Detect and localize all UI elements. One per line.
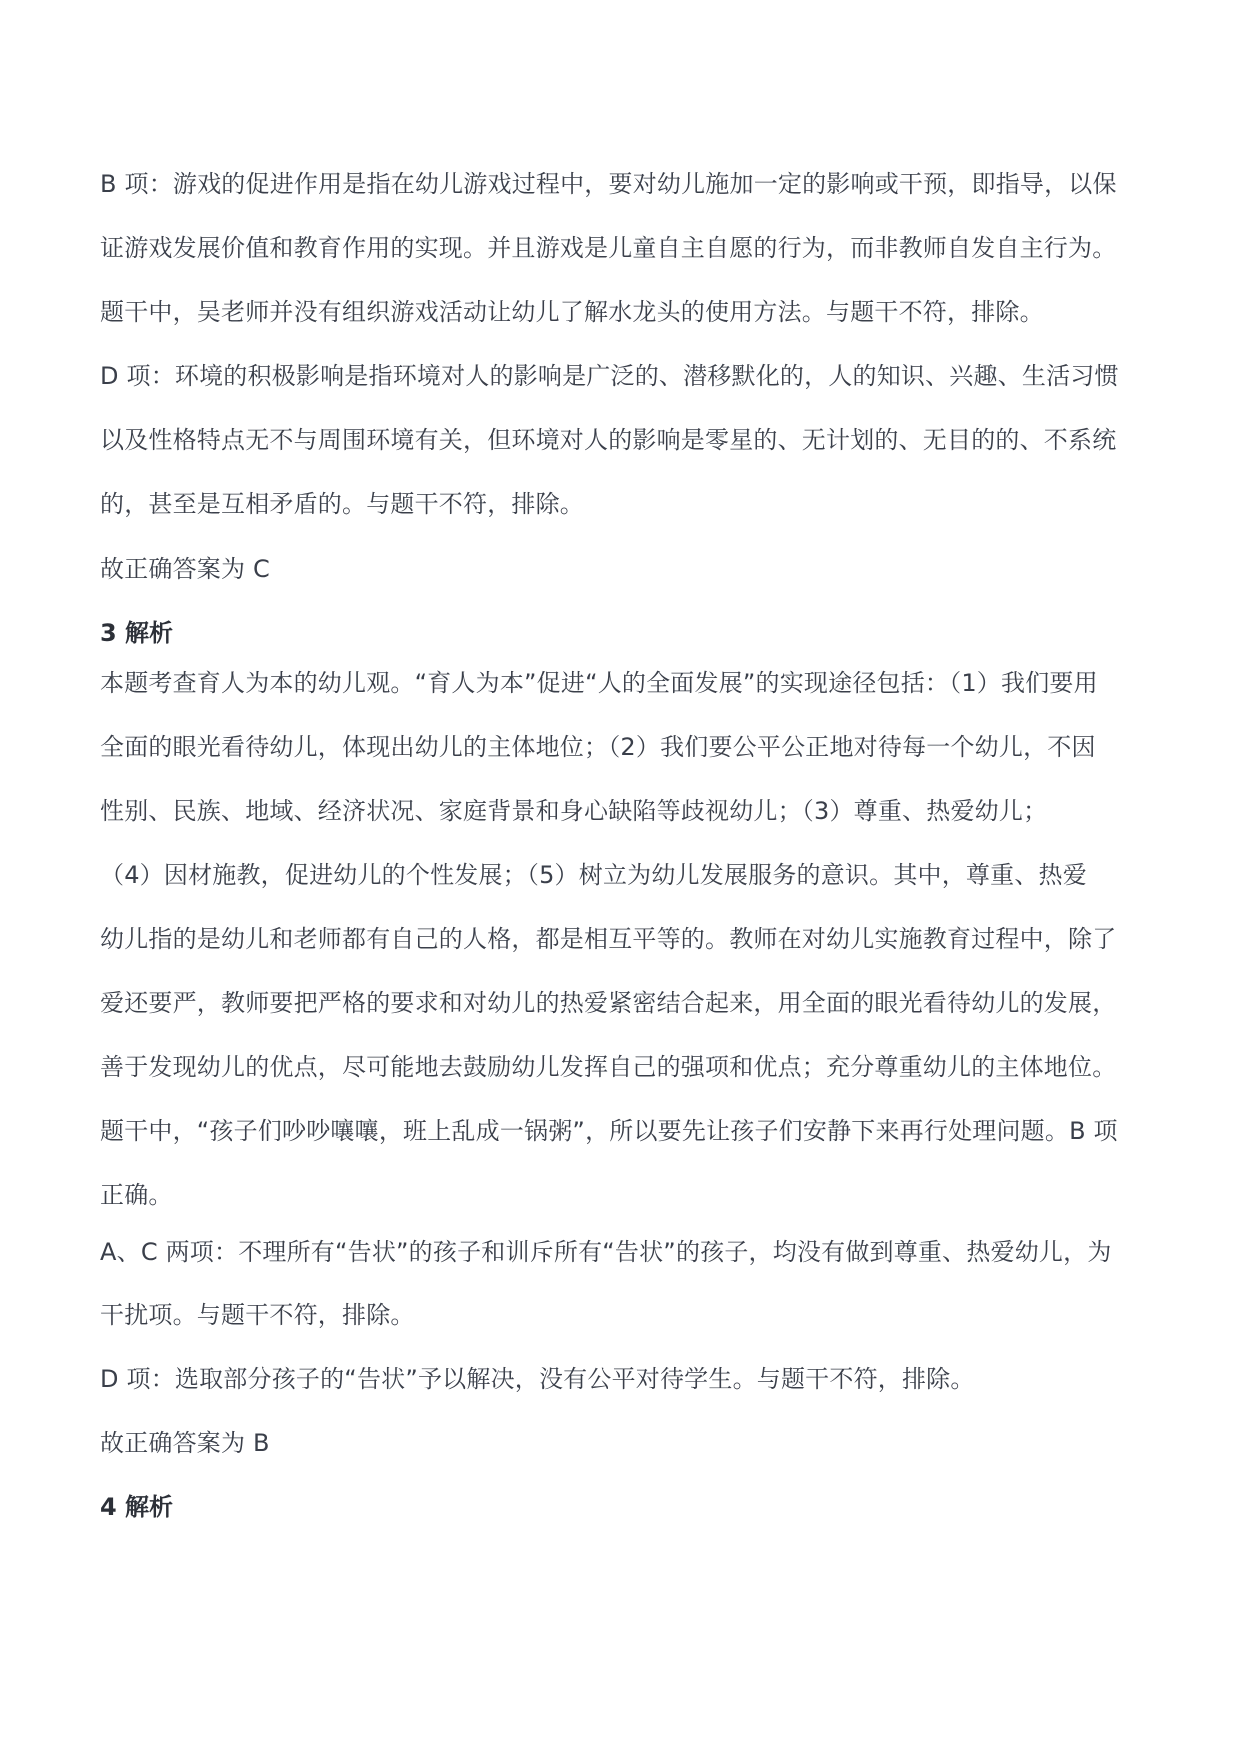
section-heading: 4 解析	[100, 1493, 174, 1521]
text-line: （4）因材施教，促进幼儿的个性发展；（5）树立为幼儿发展服务的意识。其中，尊重、热爱	[100, 861, 1087, 889]
text-line: 全面的眼光看待幼儿，体现出幼儿的主体地位；（2）我们要公平公正地对待每一个幼儿，不因	[100, 733, 1096, 761]
text-line: 题干中，吴老师并没有组织游戏活动让幼儿了解水龙头的使用方法。与题干不符，排除。	[100, 298, 1044, 326]
answer-line: 故正确答案为 C	[100, 555, 270, 583]
text-line: 证游戏发展价值和教育作用的实现。并且游戏是儿童自主自愿的行为，而非教师自发自主行为。	[100, 234, 1117, 262]
text-line: 本题考查育人为本的幼儿观。“育人为本”促进“人的全面发展”的实现途径包括：（1）我们要用	[100, 669, 1098, 697]
text-line: 幼儿指的是幼儿和老师都有自己的人格，都是相互平等的。教师在对幼儿实施教育过程中，除了	[100, 925, 1117, 953]
text-line: 善于发现幼儿的优点，尽可能地去鼓励幼儿发挥自己的强项和优点；充分尊重幼儿的主体地位。	[100, 1053, 1117, 1081]
answer-line: 故正确答案为 B	[100, 1429, 270, 1457]
text-line: B 项：游戏的促进作用是指在幼儿游戏过程中，要对幼儿施加一定的影响或干预，即指导，以保	[100, 170, 1117, 198]
text-line: 性别、民族、地域、经济状况、家庭背景和身心缺陷等歧视幼儿；（3）尊重、热爱幼儿；	[100, 797, 1048, 825]
text-line: D 项：环境的积极影响是指环境对人的影响是广泛的、潜移默化的，人的知识、兴趣、生活习惯	[100, 362, 1119, 390]
section-heading: 3 解析	[100, 619, 174, 647]
text-line: 干扰项。与题干不符，排除。	[100, 1301, 415, 1329]
text-line: 的，甚至是互相矛盾的。与题干不符，排除。	[100, 490, 584, 518]
text-line: 题干中，“孩子们吵吵嚷嚷，班上乱成一锅粥”，所以要先让孩子们安静下来再行处理问题。B 项	[100, 1117, 1118, 1145]
text-line: 以及性格特点无不与周围环境有关，但环境对人的影响是零星的、无计划的、无目的的、不系统	[100, 426, 1117, 454]
text-line: 正确。	[100, 1181, 173, 1209]
text-line: A、C 两项：不理所有“告状”的孩子和训斥所有“告状”的孩子，均没有做到尊重、热爱幼儿，为	[100, 1238, 1112, 1266]
text-line: D 项：选取部分孩子的“告状”予以解决，没有公平对待学生。与题干不符，排除。	[100, 1365, 975, 1393]
text-line: 爱还要严，教师要把严格的要求和对幼儿的热爱紧密结合起来，用全面的眼光看待幼儿的发展，	[100, 989, 1117, 1017]
